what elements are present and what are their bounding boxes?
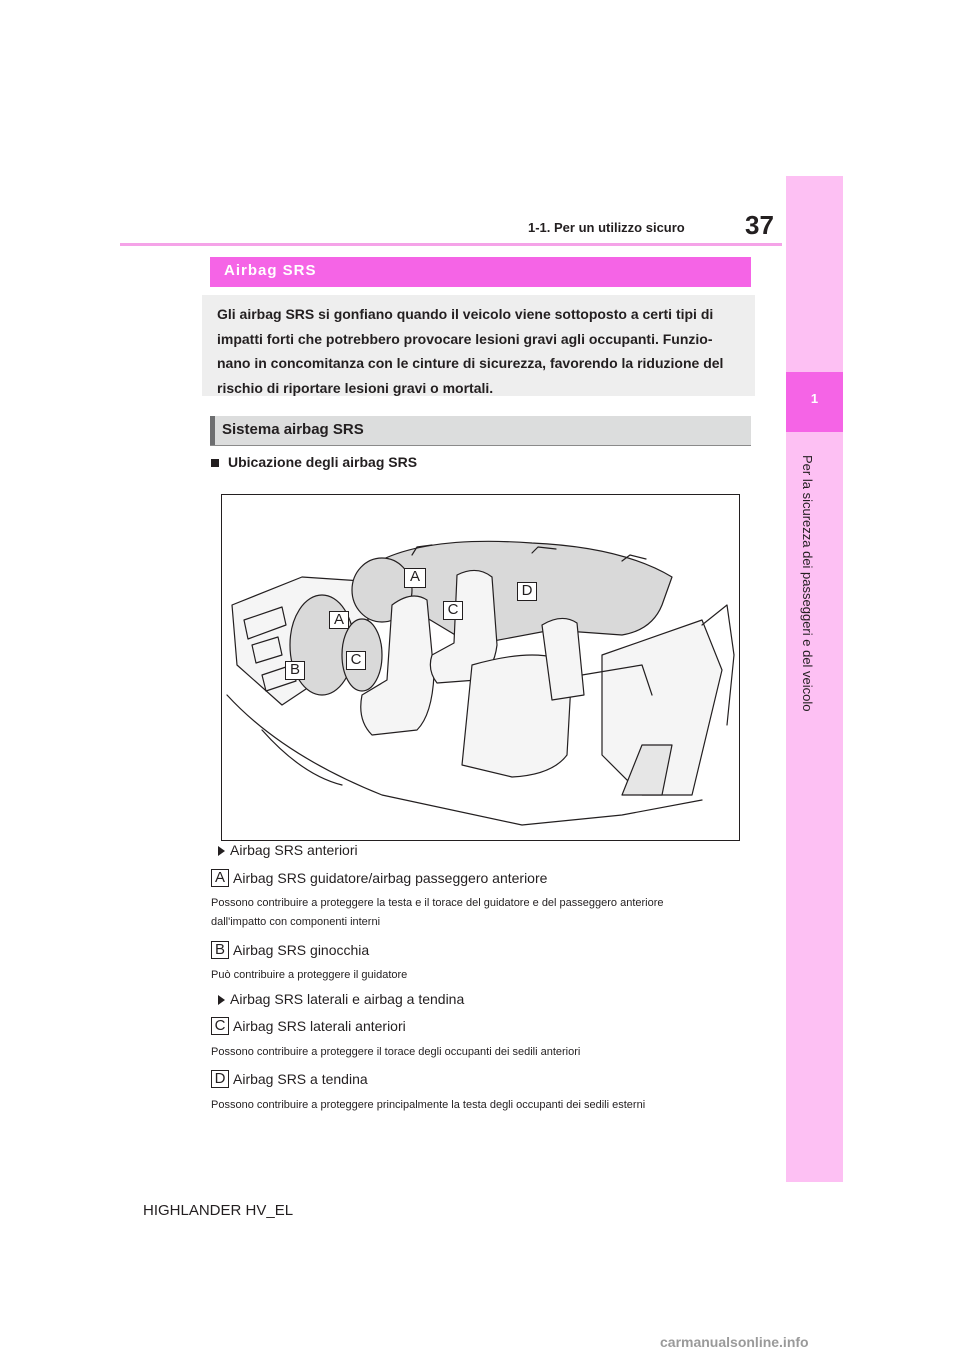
airbag-section-title: Airbag SRS (224, 262, 317, 279)
header-rule (120, 243, 782, 246)
side-tab-number: 1 (810, 391, 819, 406)
callout-label: C (346, 651, 366, 670)
legend-label: Airbag SRS ginocchia (233, 942, 370, 958)
triangle-bullet-icon (218, 846, 225, 856)
page-number: 37 (745, 210, 774, 240)
intro-line: impatti forti che potrebbero provocare lesioni gravi agli occupanti. Funzio- (217, 330, 713, 347)
legend-description (211, 966, 407, 985)
legend-description (211, 894, 664, 932)
location-heading: Ubicazione degli airbag SRS (228, 454, 418, 470)
square-bullet-icon (211, 459, 219, 467)
callout-label: D (517, 582, 537, 601)
description-line: dall'impatto con componenti interni (211, 916, 381, 928)
legend-label: Airbag SRS guidatore/airbag passeggero anteriore (233, 870, 548, 886)
callout-label: C (443, 601, 463, 620)
intro-line: nano in concomitanza con le cinture di sicurezza, favorendo la riduzione del (217, 355, 724, 371)
legend-letter: C (211, 1017, 229, 1035)
watermark: carmanualsonline.info (660, 1334, 809, 1350)
intro-line: Gli airbag SRS si gonfiano quando il veicolo viene sottoposto a certi tipi di (217, 306, 714, 322)
description-line: Possono contribuire a proteggere la testa e il torace del guidatore e del passeggero anteriore (211, 897, 664, 909)
footer-model: HIGHLANDER HV_EL (143, 1202, 294, 1219)
triangle-bullet-icon (218, 995, 225, 1005)
section-header: 1-1. Per un utilizzo sicuro (528, 220, 685, 235)
legend-description (211, 1096, 645, 1115)
callout-label: A (404, 568, 426, 588)
legend-letter: D (211, 1070, 229, 1088)
intro-text (217, 302, 747, 400)
group-title: Airbag SRS laterali e airbag a tendina (230, 991, 465, 1007)
description-line: Può contribuire a proteggere il guidatore (211, 969, 408, 981)
intro-line: rischio di riportare lesioni gravi o mortali. (217, 379, 494, 396)
legend-label: Airbag SRS laterali anteriori (233, 1018, 406, 1034)
legend-letter: A (211, 869, 229, 887)
legend-description (211, 1043, 580, 1062)
side-tab-label: Per la sicurezza dei passeggeri e del veicolo (800, 455, 815, 712)
system-section-rule (210, 445, 751, 446)
group-title: Airbag SRS anteriori (230, 842, 358, 858)
callout-label: B (285, 661, 305, 680)
legend-letter: B (211, 941, 229, 959)
system-section-title: Sistema airbag SRS (222, 421, 364, 438)
legend-label: Airbag SRS a tendina (233, 1071, 368, 1087)
description-line: Possono contribuire a proteggere principalmente la testa degli occupanti dei sedili esterni (211, 1099, 646, 1111)
description-line: Possono contribuire a proteggere il torace degli occupanti dei sedili anteriori (211, 1046, 581, 1058)
callout-label: A (329, 611, 349, 629)
